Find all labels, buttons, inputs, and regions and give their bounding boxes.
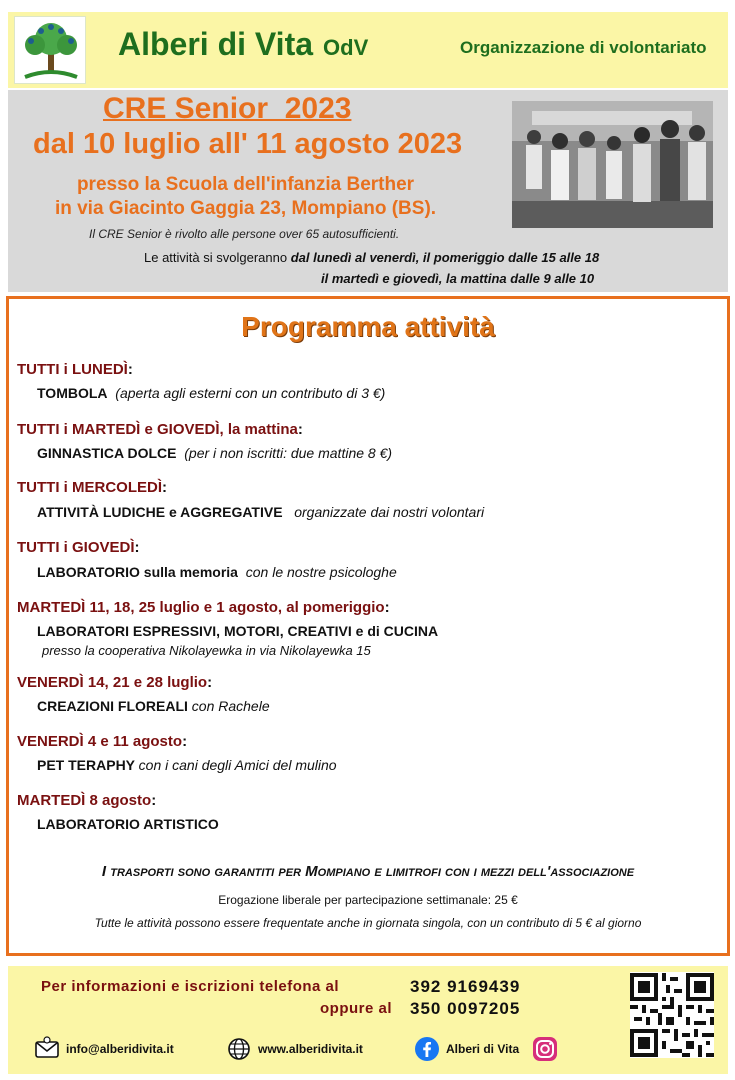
phone-number-1[interactable]: 392 9169439 [410,977,521,996]
program-day [17,792,156,809]
instagram-icon[interactable] [532,1036,558,1062]
program-day [17,539,140,556]
event-info-block [8,90,728,292]
schedule-line2: il martedì e giovedì, la mattina dalle 9 alle 10 [321,271,595,286]
program-activity [37,385,385,401]
email-contact[interactable] [34,1036,174,1062]
event-note: Il CRE Senior è rivolto alle persone over 65 autosufficienti. [89,227,400,241]
transport-note: I trasporti sono garantiti per Mompiano e limitrofi con i mezzi dell'associazione [101,863,635,880]
activity-detail: con le nostre psicologhe [245,564,397,580]
activity-detail: con i cani degli Amici del mulino [138,757,337,773]
event-place-line2: in via Giacinto Gaggia 23, Mompiano (BS). [54,198,437,219]
phone-number-2[interactable]: 350 0097205 [410,999,521,1018]
activity-detail: (per i non iscritti: due mattine 8 €) [184,445,393,461]
daily-fee: Tutte le attività possono essere frequentate anche in giornata singola, con un contributo di 5 € al giorno [94,916,642,930]
schedule-afternoon: dal lunedì al venerdì, il pomeriggio dalle 15 alle 18 [290,250,600,265]
activity-detail: presso la cooperativa Nikolayewka in via Nikolayewka 15 [42,643,371,658]
schedule-line1 [144,250,599,265]
website-contact[interactable] [226,1036,363,1062]
activity-name: LABORATORIO sulla memoria [37,564,238,580]
program-box [6,296,730,956]
facebook-contact[interactable] [414,1036,519,1062]
info-line1: Per informazioni e iscrizioni telefona al [41,978,340,995]
event-place-line1: presso la Scuola dell'infanzia Berther [76,174,415,195]
footer-contacts [8,966,728,1074]
day-colon: : [384,599,390,616]
org-suffix: OdV [323,35,369,60]
day-colon: : [127,361,133,378]
org-subtitle: Organizzazione di volontariato [460,38,707,57]
program-day [17,421,303,438]
program-activity [37,445,392,461]
program-activity [37,757,337,773]
program-activity [37,816,219,832]
facebook-text[interactable]: Alberi di Vita [446,1042,520,1056]
program-day [17,479,167,496]
tree-people-logo-icon [14,16,86,84]
program-day [17,733,187,750]
activity-name: PET TERAPHY [37,757,135,773]
day-colon: : [162,479,167,496]
info-line2: oppure al [320,1000,393,1017]
day-colon: : [182,733,188,750]
program-activity [37,504,484,520]
email-icon [34,1036,60,1062]
activity-name: CREAZIONI FLOREALI [37,698,188,714]
org-name-text: Alberi di Vita [118,26,314,62]
activity-detail: (aperta agli esterni con un contributo di 3 €) [115,385,386,401]
email-text[interactable]: info@alberidivita.it [66,1042,174,1056]
activity-name: GINNASTICA DOLCE [37,445,177,461]
activity-detail: organizzate dai nostri volontari [294,504,485,520]
day-label: MARTEDÌ 8 agosto [17,792,152,809]
seniors-group-photo [512,101,713,228]
event-title: CRE Senior 2023 [103,92,352,125]
day-label: TUTTI i LUNEDÌ [17,361,128,378]
activity-detail: con Rachele [191,698,270,714]
program-activity [37,698,270,714]
qr-code-icon[interactable] [630,972,714,1058]
header-banner [8,12,728,88]
day-label: VENERDÌ 14, 21 e 28 luglio [17,674,208,691]
program-title: Programma attività [241,311,495,342]
day-colon: : [207,674,213,691]
program-day [17,599,390,616]
activity-name: LABORATORI ESPRESSIVI, MOTORI, CREATIVI e di CUCINA [37,623,439,639]
day-label: VENERDÌ 4 e 11 agosto [17,733,183,750]
event-dates: dal 10 luglio all' 11 agosto 2023 [33,128,463,160]
day-colon: : [134,539,140,556]
weekly-fee: Erogazione liberale per partecipazione settimanale: 25 € [218,893,518,907]
facebook-icon [414,1036,440,1062]
org-name [118,26,368,63]
program-day [17,674,212,691]
activity-name: TOMBOLA [37,385,108,401]
day-colon: : [297,421,303,438]
day-label: TUTTI i GIOVEDÌ [17,539,135,556]
program-activity [37,564,397,580]
program-day [17,361,133,378]
day-label: TUTTI i MARTEDÌ e GIOVEDÌ, la mattina [17,421,298,438]
day-label: TUTTI i MERCOLEDÌ [17,479,162,496]
activity-name: LABORATORIO ARTISTICO [37,816,219,832]
day-label: MARTEDÌ 11, 18, 25 luglio e 1 agosto, al pomeriggio [17,599,385,616]
day-colon: : [151,792,157,809]
globe-icon [226,1036,252,1062]
activity-name: ATTIVITÀ LUDICHE e AGGREGATIVE [37,504,283,520]
program-activity [37,623,438,639]
schedule-prefix: Le attività si svolgeranno [144,250,288,265]
website-text[interactable]: www.alberidivita.it [258,1042,363,1056]
